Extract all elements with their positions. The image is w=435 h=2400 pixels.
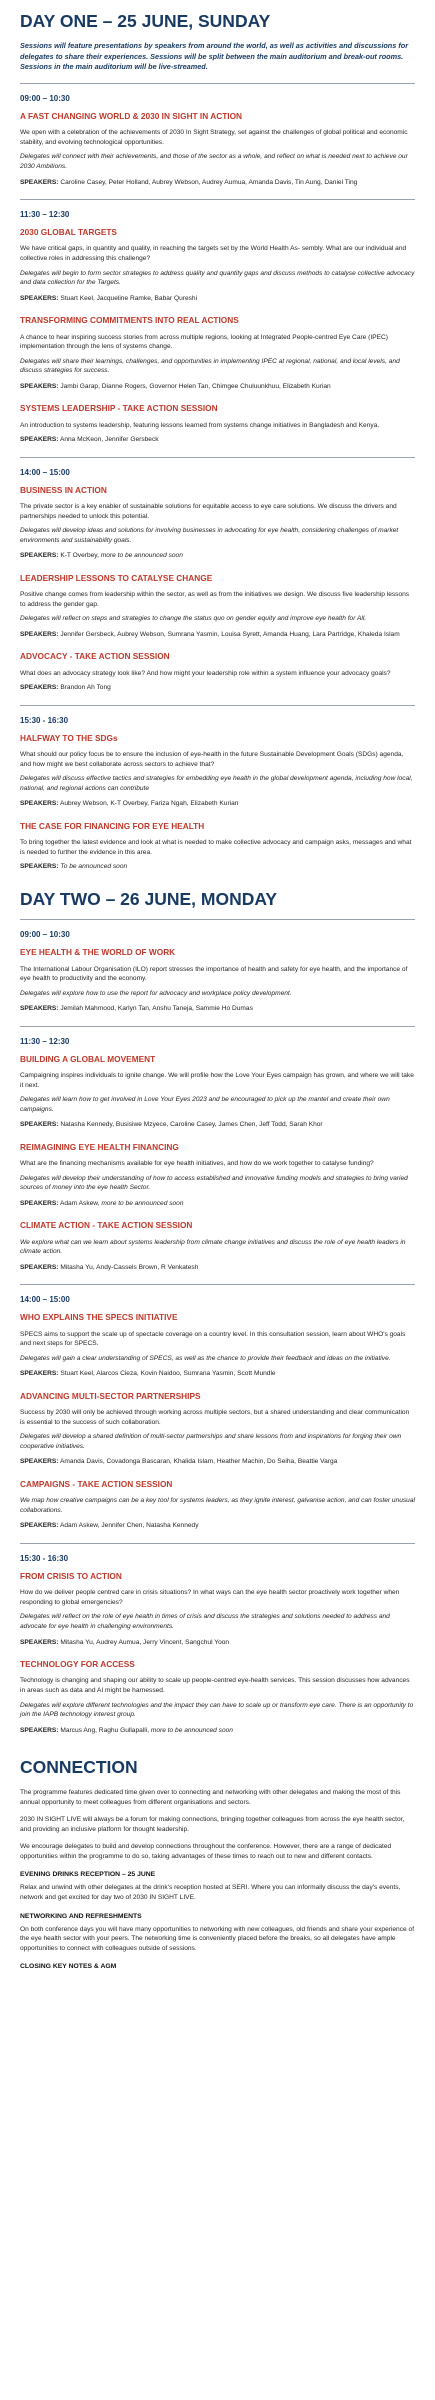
session-speakers <box>20 178 415 188</box>
connection-paragraph: We encourage delegates to build and develop connections throughout the conference. However, there are a range of dedicated opportunities within the programme to do so, taking advantages of these times to reach out to new and different contacts. <box>20 1843 392 1860</box>
speakers-label: SPEAKERS: <box>20 1638 59 1646</box>
session <box>20 1571 415 1647</box>
connection-heading-closing: CLOSING KEY NOTES & AGM <box>20 1963 117 1971</box>
session-delegates-note: Delegates will begin to form sector strategies to address quality and quantity gaps and discuss methods to catalyse collective advocacy and data collection for the Targets. <box>20 269 415 287</box>
time-slot: 14:00 – 15:00 <box>20 467 70 477</box>
day-two-schedule <box>20 919 415 1735</box>
session <box>20 573 415 640</box>
connection-paragraph: The programme features dedicated time given over to connecting and networking with other delegates and making the most of this annual opportunity to meet colleagues from different organisations and sectors. <box>20 1789 401 1806</box>
speakers-names: Mitasha Yu, Andy-Cassels Brown, R Venkatesh <box>60 1263 199 1271</box>
speakers-label: SPEAKERS: <box>20 436 59 444</box>
session-speakers <box>20 382 415 392</box>
session-description: The International Labour Organisation (ILO) report stresses the importance of health and safety for eye health, and the importance of eye health to productivity and the economy. <box>20 965 408 983</box>
session-delegates-note: Delegates will develop ideas and solutions for involving businesses in advocating for eye health, considering challenges of market environments and sustainability goals. <box>20 527 399 544</box>
session <box>20 947 415 1014</box>
session-description: SPECS aims to support the scale up of spectacle coverage on a country level. In this consultation session, learn about WHO's goals and next steps for SPECS. <box>20 1330 406 1348</box>
session-title: FROM CRISIS TO ACTION <box>20 1570 122 1581</box>
session-delegates-note: Delegates will explore different technologies and the impact they can have to scale up or transform eye care. There is an opportunity to join the IAPB technology interest group. <box>20 1701 414 1719</box>
speakers-names: Brandon Ah Tong <box>60 684 111 692</box>
session-title: BUILDING A GLOBAL MOVEMENT <box>20 1053 156 1064</box>
session-delegates-note: We map how creative campaigns can be a key tool for systems leaders, as they ignite interest, galvanise action, and can foster unusual collaborations. <box>20 1497 415 1514</box>
session-speakers <box>20 862 415 872</box>
session-speakers <box>20 1457 415 1467</box>
session <box>20 485 415 561</box>
speakers-tba: more to be announced soon <box>101 1199 184 1207</box>
time-divider <box>20 705 415 706</box>
speakers-label: SPEAKERS: <box>20 552 59 560</box>
session <box>20 1142 415 1209</box>
speakers-names: Stuart Keel, Alarcos Cieza, Kovin Naidoo, Sumrana Yasmin, Scott Mundle <box>60 1370 276 1378</box>
time-slot: 15:30 - 16:30 <box>20 715 69 725</box>
day-one-title: DAY ONE – 25 JUNE, SUNDAY <box>20 11 271 31</box>
time-slot: 11:30 – 12:30 <box>20 210 70 220</box>
session-delegates-note: Delegates will discuss effective tactics and strategies for embedding eye health in the global development agenda, including how local, national, and regional actions can contribute <box>20 775 413 792</box>
session <box>20 1391 415 1467</box>
session <box>20 1220 415 1272</box>
speakers-label: SPEAKERS: <box>20 1522 59 1530</box>
session-speakers <box>20 294 415 304</box>
session-description: What should our policy focus be to ensure the inclusion of eye-health in the future Sustainable Development Goals (SDGs) agenda, and how might we best collaborate across sectors to achieve that? <box>20 751 404 768</box>
session-description: We have critical gaps, in quantity and quality, in reaching the targets set by the World Health As- sembly. What are our individual and collective roles in addressing this challenge? <box>20 245 407 262</box>
session-description: To bring together the latest evidence and look at what is needed to make collective advocacy and campaign asks, messages and what is needed to further the evidence in this area. <box>20 839 412 856</box>
session-description: We open with a celebration of the achievements of 2030 In Sight Strategy, set against the challenges of global political and economic stability, and evolving technological opportunities. <box>20 129 408 146</box>
session-delegates-note: Delegates will reflect on the role of eye health in times of crisis and discuss the strategies and solutions needed to address and advocate for eye health in challenging environments. <box>20 1613 390 1630</box>
speakers-tba: more to be announced soon <box>100 552 183 560</box>
speakers-names: Jemilah Mahmood, Karlyn Tan, Anshu Taneja, Sammie Ho Dumas <box>60 1005 253 1013</box>
session-speakers <box>20 683 415 693</box>
session-delegates-note: Delegates will gain a clear understanding of SPECS, as well as the chance to provide their feedback and ideas on the initiative. <box>20 1354 391 1362</box>
session-title: A FAST CHANGING WORLD & 2030 IN SIGHT IN ACTION <box>20 110 243 121</box>
session-description: Campaigning inspires individuals to ignite change. We will profile how the Love Your Eyes campaign has grown, and where we will take it next. <box>20 1072 414 1089</box>
time-slot: 09:00 – 10:30 <box>20 930 70 940</box>
session-title: CLIMATE ACTION - TAKE ACTION SESSION <box>20 1220 193 1231</box>
connection-title: CONNECTION <box>20 1757 138 1778</box>
speakers-tba: more to be announced soon <box>150 1726 233 1734</box>
session <box>20 1659 415 1735</box>
session <box>20 1479 415 1531</box>
session-title: 2030 GLOBAL TARGETS <box>20 227 117 238</box>
session-speakers <box>20 1369 415 1379</box>
session-title: ADVOCACY - TAKE ACTION SESSION <box>20 651 170 662</box>
speakers-label: SPEAKERS: <box>20 800 59 808</box>
speakers-label: SPEAKERS: <box>20 1370 59 1378</box>
session-title: THE CASE FOR FINANCING FOR EYE HEALTH <box>20 820 205 831</box>
session <box>20 111 415 187</box>
session <box>20 733 415 809</box>
session-delegates-note: Delegates will explore how to use the report for advocacy and workplace policy development. <box>20 989 292 997</box>
speakers-names: Anna McKeon, Jennifer Gersbeck <box>59 436 159 444</box>
session-delegates-note: Delegates will reflect on steps and strategies to change the status quo on gender equity and improve eye health for All. <box>20 615 367 623</box>
connection-heading-networking: NETWORKING AND REFRESHMENTS <box>20 1912 142 1920</box>
session <box>20 403 415 444</box>
session-speakers <box>20 435 415 445</box>
session-speakers <box>20 1004 415 1014</box>
speakers-label: SPEAKERS: <box>20 863 59 871</box>
speakers-label: SPEAKERS: <box>20 684 59 692</box>
time-slot: 14:00 – 15:00 <box>20 1295 70 1305</box>
speakers-label: SPEAKERS: <box>20 294 59 302</box>
session-speakers <box>20 1521 415 1531</box>
session-delegates-note: We explore what can we learn about systems leadership from climate change initiatives and discuss the role of eye health leaders in climate action. <box>20 1238 406 1256</box>
speakers-names: Jennifer Gersbeck, Aubrey Webson, Sumrana Yasmin, Louisa Syrett, Amanda Huang, Lara Partridge, Khaleda Islam <box>60 630 400 638</box>
session-title: HALFWAY TO THE SDGs <box>20 732 118 743</box>
session-title: SYSTEMS LEADERSHIP - TAKE ACTION SESSION <box>20 403 218 414</box>
speakers-label: SPEAKERS: <box>20 630 59 638</box>
session-title: LEADERSHIP LESSONS TO CATALYSE CHANGE <box>20 572 213 583</box>
time-slot: 09:00 – 10:30 <box>20 93 70 103</box>
session-delegates-note: Delegates will develop a shared definition of multi-sector partnerships and share lessons from and inspirations for forging their own cooperative initiatives. <box>20 1433 402 1450</box>
speakers-names: Natasha Kennedy, Busisiwe Mzyece, Caroline Casey, James Chen, Jeff Todd, Sarah Khor <box>60 1121 323 1129</box>
speakers-names: Adam Askew, <box>59 1199 102 1207</box>
session-description: A chance to hear inspiring success stories from across multiple regions, looking at Integrated People-centred Eye Care (IPEC) implementation through the lens of systems change. <box>20 333 388 351</box>
session-speakers <box>20 1263 415 1273</box>
time-slot: 11:30 – 12:30 <box>20 1036 70 1046</box>
speakers-names: Stuart Keel, Jacqueline Ramke, Babar Qureshi <box>60 294 198 302</box>
session <box>20 315 415 391</box>
speakers-label: SPEAKERS: <box>20 1458 59 1466</box>
time-divider <box>20 1543 415 1544</box>
time-divider <box>20 83 415 84</box>
time-divider <box>20 919 415 920</box>
session <box>20 227 415 303</box>
connection-paragraph: On both conference days you will have many opportunities to networking with new colleagues, old friends and share your experience of the eye health sector with your peers. The networking time is conveniently placed before the breaks, so all delegates have ample opportunities to connect with colleagues outside of sessions. <box>20 1925 415 1952</box>
session-speakers <box>20 1120 415 1130</box>
session-delegates-note: Delegates will share their learnings, challenges, and opportunities in implementing IPEC at regional, national, and local levels, and discuss strategies for success. <box>20 357 400 375</box>
session-speakers <box>20 799 415 809</box>
session-title: TRANSFORMING COMMITMENTS INTO REAL ACTIONS <box>20 315 239 326</box>
session <box>20 651 415 692</box>
session-description: Positive change comes from leadership within the sector, as well as from the initiatives we design. We discuss five leadership lessons to address the gender gap. <box>20 591 410 608</box>
speakers-tba: To be announced soon <box>60 863 128 871</box>
speakers-label: SPEAKERS: <box>20 178 59 186</box>
speakers-label: SPEAKERS: <box>20 1005 59 1013</box>
speakers-label: SPEAKERS: <box>20 382 59 390</box>
connection-paragraph: Relax and unwind with other delegates at the drink's reception hosted at SERI. Where you can informally discuss the day's events, network and get excited for day two of 2030 IN SIGHT LIVE. <box>20 1884 401 1901</box>
session-delegates-note: Delegates will learn how to get involved in Love Your Eyes 2023 and be encouraged to pick up the mantel and create their own campaigns. <box>20 1096 390 1113</box>
speakers-label: SPEAKERS: <box>20 1263 59 1271</box>
session-description: How do we deliver people centred care in crisis situations? In what ways can the eye health sector proactively work together when responding to global emergencies? <box>20 1589 400 1606</box>
time-slot: 15:30 - 16:30 <box>20 1553 69 1563</box>
speakers-names: K-T Overbey, <box>60 552 101 560</box>
day-one-intro: Sessions will feature presentations by speakers from around the world, as well as activities and discussions for delegates to share their experiences. Sessions will be split between the main auditorium and break-out rooms. Sessions in the main auditorium will be live-streamed. <box>20 41 409 72</box>
session-description: An introduction to systems leadership, featuring lessons learned from systems change initiatives in Bangladesh and Kenya. <box>20 421 380 429</box>
time-divider <box>20 199 415 200</box>
speakers-label: SPEAKERS: <box>20 1121 59 1129</box>
time-divider <box>20 1284 415 1285</box>
session-title: CAMPAIGNS - TAKE ACTION SESSION <box>20 1478 173 1489</box>
session-delegates-note: Delegates will connect with their achievements, and those of the sector as a whole, and reflect on what is needed next to achieve our 2030 Ambitions. <box>20 153 408 170</box>
day-two-title: DAY TWO – 26 JUNE, MONDAY <box>20 888 278 909</box>
speakers-names: Jambi Garap, Dianne Rogers, Governor Helen Tan, Chimgee Chuluunkhuu, Elizabeth Kurian <box>60 382 331 390</box>
session-description: Success by 2030 will only be achieved through working across multiple sectors, but a shared understanding and clear communication is essential to the success of such collaboration. <box>20 1409 410 1426</box>
session-speakers <box>20 1199 415 1209</box>
speakers-names: Amanda Davis, Covadonga Bascaran, Khalida Islam, Heather Machin, Do Seiha, Beattie Varga <box>59 1458 338 1466</box>
session-speakers <box>20 630 415 640</box>
session-title: ADVANCING MULTI-SECTOR PARTNERSHIPS <box>20 1390 201 1401</box>
day-one-schedule <box>20 83 415 872</box>
session-description: The private sector is a key enabler of sustainable solutions for equitable access to eye care solutions. We discuss the drivers and partnerships needed to unlock this potential. <box>20 503 397 520</box>
session-title: TECHNOLOGY FOR ACCESS <box>20 1659 135 1670</box>
speakers-names: Marcus Ang, Raghu Gullapalli, <box>60 1726 151 1734</box>
time-divider <box>20 457 415 458</box>
time-divider <box>20 1026 415 1027</box>
session-title: REIMAGINING EYE HEALTH FINANCING <box>20 1141 179 1152</box>
speakers-label: SPEAKERS: <box>20 1199 59 1207</box>
connection-heading-drinks: EVENING DRINKS RECEPTION – 25 JUNE <box>20 1871 156 1879</box>
speakers-names: Caroline Casey, Peter Holland, Aubrey Webson, Audrey Aumua, Amanda Davis, Tin Aung, Daniel Ting <box>60 178 358 186</box>
session-description: What are the financing mechanisms available for eye health initiatives, and how do we work together to catalyse funding? <box>20 1160 374 1168</box>
session-speakers <box>20 1638 415 1648</box>
session-title: WHO EXPLAINS THE SPECS INITIATIVE <box>20 1312 178 1323</box>
session-speakers <box>20 1726 415 1736</box>
session-delegates-note: Delegates will develop their understanding of how to access established and innovative funding models and strategies to bring varied sources of money into the eye health Sector. <box>20 1174 408 1192</box>
speakers-label: SPEAKERS: <box>20 1726 59 1734</box>
connection-paragraph: 2030 IN SIGHT LIVE will always be a forum for making connections, bringing together colleagues from across the eye health sector, and providing an inclusive platform for thought leadership. <box>20 1816 405 1833</box>
session <box>20 1054 415 1130</box>
speakers-names: Mitasha Yu, Audrey Aumua, Jerry Vincent, Sangchul Yoon <box>60 1638 230 1646</box>
session <box>20 1312 415 1379</box>
session-speakers <box>20 551 415 561</box>
session-description: What does an advocacy strategy look like? And how might your leadership role within a system influence your advocacy goals? <box>20 669 391 677</box>
session-title: BUSINESS IN ACTION <box>20 484 107 495</box>
session-description: Technology is changing and shaping our ability to scale up people-centred eye-health services. This session discusses how advances in areas such as data and AI might be harnessed. <box>20 1677 410 1694</box>
session <box>20 821 415 872</box>
session-title: EYE HEALTH & THE WORLD OF WORK <box>20 947 176 958</box>
speakers-names: Aubrey Webson, K-T Overbey, Fariza Ngah, Elizabeth Kurian <box>59 800 239 808</box>
speakers-names: Adam Askew, Jennifer Chen, Natasha Kennedy <box>59 1522 199 1530</box>
